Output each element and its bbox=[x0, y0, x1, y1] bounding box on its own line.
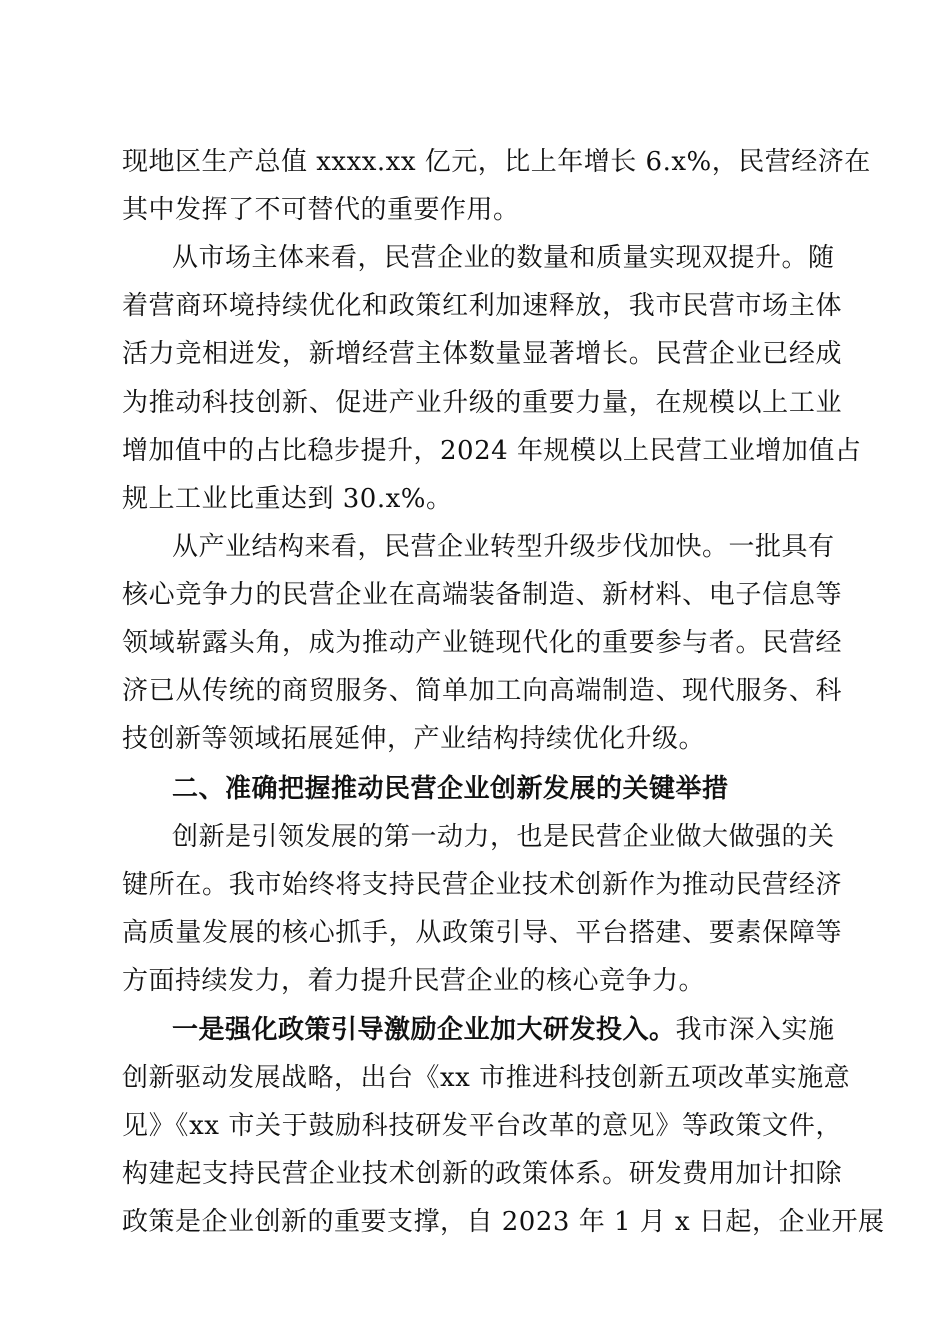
paragraph-line: 济已从传统的商贸服务、简单加工向高端制造、现代服务、科 bbox=[122, 676, 842, 706]
paragraph-first-line bbox=[172, 1007, 835, 1053]
paragraph-line: 现地区生产总值 xxxx.xx 亿元，比上年增长 6.x%，民营经济在 bbox=[122, 147, 871, 177]
paragraph-line: 其中发挥了不可替代的重要作用。 bbox=[122, 195, 520, 225]
paragraph-line: 创新驱动发展战略，出台《xx 市推进科技创新五项改革实施意 bbox=[122, 1063, 851, 1093]
paragraph-line: 技创新等领域拓展延伸，产业结构持续优化升级。 bbox=[122, 724, 706, 754]
paragraph-first-line: 从产业结构来看，民营企业转型升级步伐加快。一批具有 bbox=[172, 532, 835, 562]
paragraph-line: 政策是企业创新的重要支撑，自 2023 年 1 月 x 日起，企业开展 bbox=[122, 1207, 885, 1237]
paragraph-line: 活力竞相迸发，新增经营主体数量显著增长。民营企业已经成 bbox=[122, 339, 842, 369]
paragraph-line: 方面持续发力，着力提升民营企业的核心竞争力。 bbox=[122, 966, 706, 996]
section-heading: 二、准确把握推动民营企业创新发展的关键举措 bbox=[172, 774, 729, 804]
paragraph-first-line: 从市场主体来看，民营企业的数量和质量实现双提升。随 bbox=[172, 243, 835, 273]
paragraph-line: 领域崭露头角，成为推动产业链现代化的重要参与者。民营经 bbox=[122, 628, 842, 658]
paragraph-line: 见》《xx 市关于鼓励科技研发平台改革的意见》等政策文件， bbox=[122, 1111, 842, 1141]
paragraph-line: 规上工业比重达到 30.x%。 bbox=[122, 484, 453, 514]
paragraph-first-line: 创新是引领发展的第一动力，也是民营企业做大做强的关 bbox=[172, 822, 835, 852]
paragraph-line: 键所在。我市始终将支持民营企业技术创新作为推动民营经济 bbox=[122, 870, 842, 900]
paragraph-line: 高质量发展的核心抓手，从政策引导、平台搭建、要素保障等 bbox=[122, 918, 842, 948]
bold-lead-sentence: 一是强化政策引导激励企业加大研发投入。 bbox=[172, 1015, 676, 1045]
paragraph-line: 为推动科技创新、促进产业升级的重要力量，在规模以上工业 bbox=[122, 388, 842, 418]
paragraph-line: 构建起支持民营企业技术创新的政策体系。研发费用加计扣除 bbox=[122, 1159, 842, 1189]
lead-rest: 我市深入实施 bbox=[675, 1015, 835, 1045]
paragraph-line: 着营商环境持续优化和政策红利加速释放，我市民营市场主体 bbox=[122, 291, 842, 321]
paragraph-line: 增加值中的占比稳步提升，2024 年规模以上民营工业增加值占 bbox=[122, 436, 862, 466]
paragraph-line: 核心竞争力的民营企业在高端装备制造、新材料、电子信息等 bbox=[122, 580, 842, 610]
